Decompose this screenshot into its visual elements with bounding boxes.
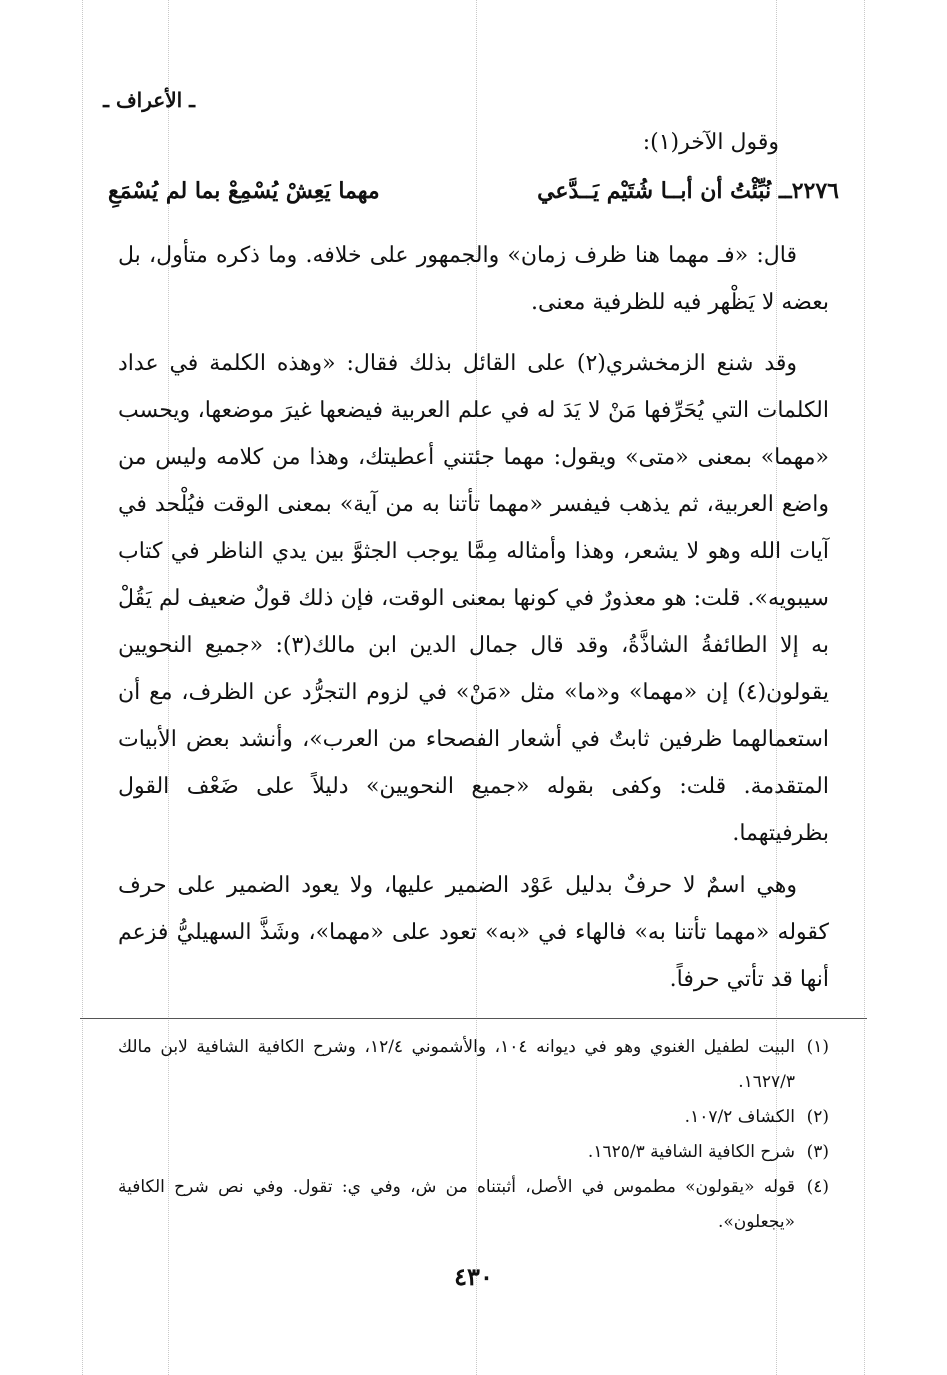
page-number: ٤٣٠ bbox=[454, 1262, 493, 1291]
footnote-separator bbox=[80, 1018, 867, 1019]
paragraph bbox=[118, 862, 829, 1003]
footnote-text: البيت لطفيل الغنوي وهو في ديوانه ١٠٤، والأشموني ١٢/٤، وشرح الكافية الشافية لابن مالك ١٦٢٧/٣. bbox=[118, 1037, 795, 1092]
footnote-text: شرح الكافية الشافية ١٦٢٥/٣. bbox=[587, 1142, 795, 1162]
verse-second-hemistich: مهما يَعِشْ يُسْمِعْ بما لم يُسْمَعِ bbox=[108, 178, 380, 204]
footnote-number: (٢) bbox=[806, 1107, 829, 1127]
scan-guide-line bbox=[864, 0, 865, 1375]
footnote-text: قوله «يقولون» مطموس في الأصل، أثبتناه من ش، وفي ي: تقول. وفي نص شرح الكافية «يجعلون». bbox=[118, 1177, 795, 1232]
footnote-number: (٣) bbox=[806, 1142, 829, 1162]
running-header: ـ الأعراف ـ bbox=[103, 88, 195, 112]
verse-intro: وقول الآخر(١): bbox=[642, 130, 779, 155]
paragraph-text: وهي اسمٌ لا حرفٌ بدليل عَوْد الضمير عليها، ولا يعود الضمير على حرف كقوله «مهما تأتنا به» فالهاء في «به» تعود على «مهما»، وشَذَّ السهيليُّ فزعم أنها قد تأتي حرفاً. bbox=[118, 873, 829, 992]
paragraph bbox=[118, 340, 829, 857]
footnote bbox=[118, 1030, 829, 1100]
footnotes bbox=[118, 1030, 829, 1240]
paragraph bbox=[118, 232, 829, 326]
poetry-verse bbox=[108, 178, 839, 204]
footnote bbox=[118, 1135, 829, 1170]
paragraph-text: وقد شنع الزمخشري(٢) على القائل بذلك فقال: «وهذه الكلمة في عداد الكلمات التي يُحَرِّفها مَنْ لا يَدَ له في علم العربية فيضعها غيرَ موضعها، ويحسب «مهما» بمعنى «متى» ويقول: مهما جئتني أعطيتك، وهذا من كلامه وليس من واضع العربية، ثم يذهب فيفسر «مهما تأتنا به من آية» بمعنى الوقت فيُلْحد في آيات الله وهو لا يشعر، وهذا وأمثاله مِمَّا يوجب الجثوَّ بين يدي الناظر في كتاب سيبويه». قلت: هو معذورٌ في كونها بمعنى الوقت، فإن ذلك قولٌ ضعيف لم يَقُلْ به إلا الطائفةُ الشاذَّةُ، وقد قال جمال الدين ابن مالك(٣): «جميع النحويين يقولون(٤) إن «مهما» و«ما» مثل «مَنْ» في لزوم التجرُّد عن الظرف، مع أن استعمالهما ظرفين ثابتٌ في أشعار الفصحاء من العرب»، وأنشد بعض الأبيات المتقدمة. قلت: وكفى بقوله «جميع النحويين» دليلاً على ضَعْف القول بظرفيتهما. bbox=[118, 351, 830, 846]
footnote-number: (٤) bbox=[806, 1177, 829, 1197]
footnote-text: الكشاف ١٠٧/٢. bbox=[684, 1107, 795, 1127]
verse-first-hemistich: ٢٢٧٦ــ نُبِّئْتُ أن أبــا شُتَيْم يَــدَّعي bbox=[537, 178, 839, 204]
footnote-number: (١) bbox=[806, 1037, 829, 1057]
scan-guide-line bbox=[82, 0, 83, 1375]
footnote bbox=[118, 1170, 829, 1240]
footnote bbox=[118, 1100, 829, 1135]
paragraph-text: قال: «فـ مهما هنا ظرف زمان» والجمهور على خلافه. وما ذكره متأول، بل بعضه لا يَظْهر فيه للظرفية معنى. bbox=[118, 243, 829, 315]
